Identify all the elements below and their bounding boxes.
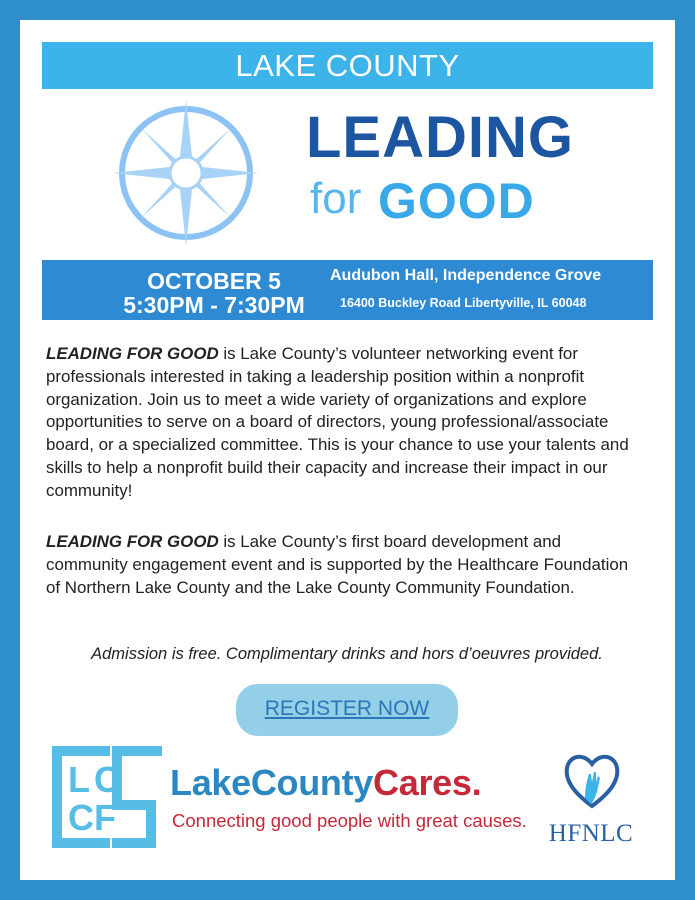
lccf-letter-1: L — [68, 759, 90, 800]
brand-part-1: LakeCounty — [170, 762, 374, 803]
hfnlc-wordmark: HFNLC — [548, 820, 634, 847]
heart-hand-icon — [563, 748, 621, 814]
lccf-logo — [48, 742, 166, 852]
event-address: 16400 Buckley Road Libertyville, IL 60048 — [340, 296, 587, 310]
title-leading: LEADING — [306, 105, 574, 170]
event-name-emphasis: LEADING FOR GOOD — [46, 344, 219, 363]
lake-county-cares-wordmark — [170, 762, 481, 804]
description-paragraph-2 — [46, 531, 646, 599]
event-info-band — [42, 260, 653, 320]
event-name-emphasis: LEADING FOR GOOD — [46, 532, 219, 551]
lccf-letter-3: C — [68, 797, 94, 838]
compass-icon — [113, 100, 259, 246]
brand-part-2: Cares. — [373, 762, 482, 803]
event-date: OCTOBER 5 — [147, 268, 281, 294]
description-paragraph-1 — [46, 343, 646, 503]
brand-tagline: Connecting good people with great causes. — [172, 810, 527, 831]
event-venue: Audubon Hall, Independence Grove — [330, 267, 602, 284]
lccf-letter-2: C — [94, 759, 120, 800]
lccf-letter-4: F — [94, 797, 116, 838]
event-time: 5:30PM - 7:30PM — [123, 292, 305, 318]
paragraph-1-text: is Lake County’s volunteer networking event for professionals interested in taking a leadership position within a nonprofit organization. Join us to meet a wide variety of organizations and explore opportunities to serve on a board of directors, young professional/associate board, or a specialized committee. This is your chance to use your talents and skills to help a nonprofit build their capacity and increase their impact in our community! — [46, 344, 629, 500]
top-banner: LAKE COUNTY — [42, 42, 653, 89]
title-good: GOOD — [378, 173, 535, 229]
title-for: for — [310, 174, 362, 223]
paragraph-2-text: is Lake County’s first board development and community engagement event and is supported by the Healthcare Foundation of Northern Lake County and the Lake County Community Foundation. — [46, 532, 629, 597]
admission-note: Admission is free. Complimentary drinks and hors d’oeuvres provided. — [91, 645, 603, 663]
register-now-button[interactable]: REGISTER NOW — [236, 684, 458, 736]
